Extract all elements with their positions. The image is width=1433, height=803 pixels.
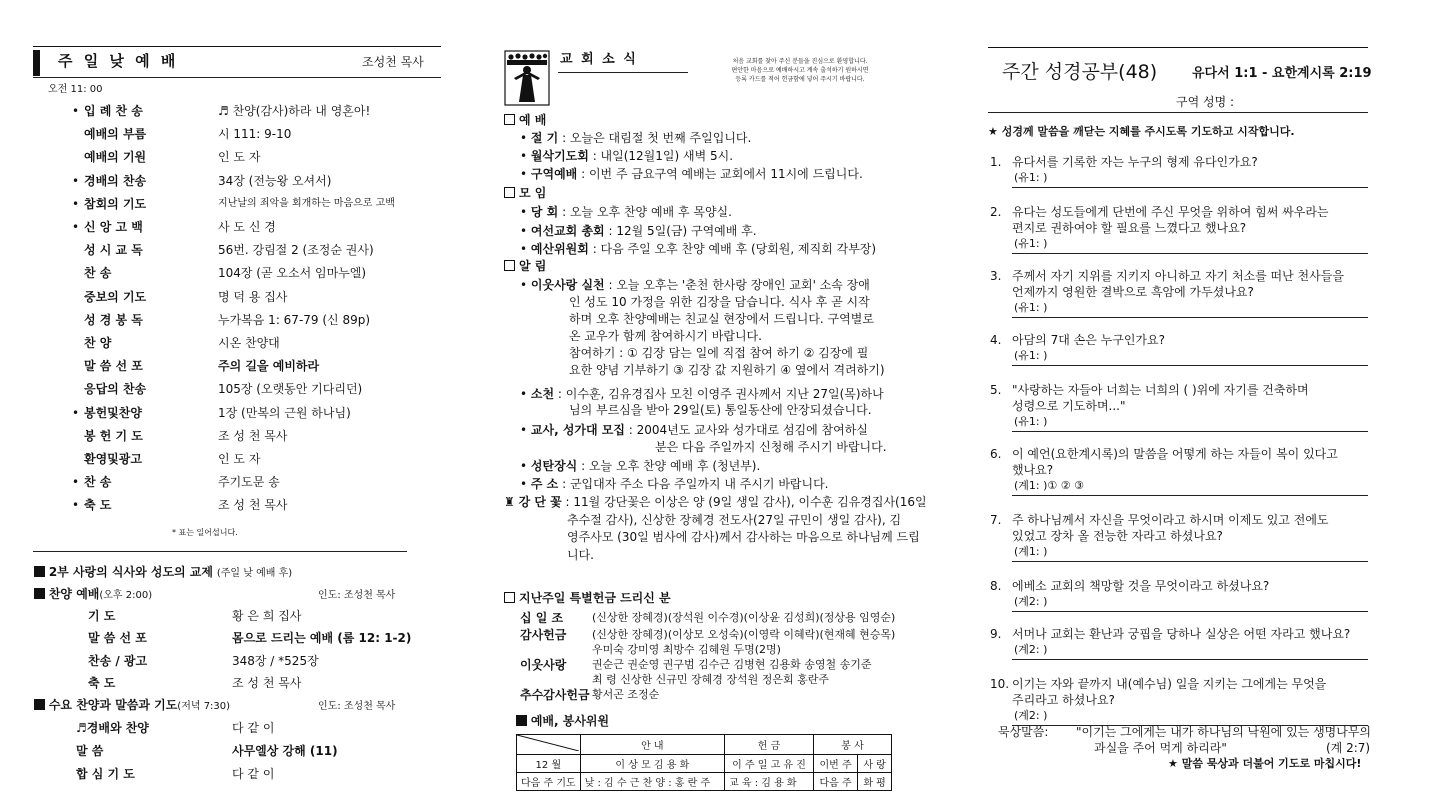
wednesday-heading: 수요 찬양과 말씀과 기도(저녁 7:30) [34, 698, 230, 714]
order-item-value: 조 성 천 목사 [218, 498, 288, 513]
altar-flowers-line: 영주사모 (30일 범사에 감사)께서 감사하는 마음으로 하나님께 드립 [567, 530, 920, 544]
notice-recruit-line: 분은 다음 주일까지 신청해 주시기 바랍니다. [655, 440, 887, 454]
cell-week: 이번 주 [813, 755, 857, 773]
praise-leader: 인도: 조성천 목사 [318, 590, 396, 601]
notice-christmas: • 성탄장식 : 오늘 오후 찬양 예배 후 (청년부). [520, 459, 761, 473]
order-item-value: 지난날의 죄악을 회개하는 마음으로 고백 [218, 197, 395, 209]
col-service: 봉 사 [813, 735, 891, 755]
order-item-value: 56번. 강림절 2 (조정순 권사) [218, 243, 374, 258]
service-title: 주 일 낮 예 배 [58, 52, 179, 70]
order-item-value: 주기도문 송 [218, 475, 280, 490]
altar-flowers-line: 추수절 감사), 신상한 장혜경 전도사(27일 규민이 생일 감사), 김 [567, 512, 902, 527]
flower-icon: ♜ [504, 495, 515, 509]
cell-guide: 낮 : 김 수 근 찬 양 : 홍 란 주 [580, 773, 724, 791]
standing-note: * 표는 일어섭니다. [172, 528, 238, 537]
checkbox-icon [504, 187, 515, 198]
notice-address: • 주 소 : 군입대자 주소 다음 주일까지 내 주시기 바랍니다. [520, 477, 829, 491]
cell-service: 사 랑 [858, 755, 892, 773]
service-time: 오전 11: 00 [48, 84, 103, 95]
question-number: 1. [990, 155, 1002, 169]
question-number: 8. [990, 579, 1002, 593]
answer-reference: (계2: ) [1014, 595, 1048, 608]
welcome-note: 처음 교회를 찾아 주신 분들을 진심으로 환영합니다. 편안한 마음으로 예배하시고 계속 출석하기 원하시면 등록 카드를 적어 헌금함에 넣어 주시기 바랍니다. [731, 58, 869, 83]
praise-item-name: 말 씀 선 포 [88, 631, 147, 646]
section-meeting: 모 임 [504, 186, 546, 200]
diagonal-line-icon [517, 735, 579, 751]
col-offering: 헌 금 [725, 735, 814, 755]
choir-logo-icon [504, 50, 550, 106]
group-name-label: 구역 성명 : [1176, 95, 1235, 109]
order-item-name: 환영및광고 [84, 452, 142, 466]
memory-verse-line: "이기는 그에게는 내가 하나님의 낙원에 있는 생명나무의 [1076, 725, 1372, 739]
question-text: 에베소 교회의 책망할 것을 무엇이라고 하셨나요? [1012, 579, 1270, 593]
question-number: 4. [990, 333, 1002, 347]
praise-item-value: 조 성 천 목사 [232, 675, 302, 690]
question-text: 있었고 장차 올 전능한 자라고 하셨나요? [1012, 529, 1223, 543]
order-item-value: 명 덕 용 집사 [218, 289, 288, 304]
notice-passing-line: 님의 부르심을 받아 29일(토) 통일동산에 안장되셨습니다. [569, 403, 872, 417]
meeting-notice: • 예산위원회 : 다음 주일 오후 찬양 예배 후 (당회원, 제직회 각부장) [520, 242, 877, 256]
worship-notice: • 월삭기도회 : 내일(12월1일) 새벽 5시. [520, 149, 734, 163]
closing-line: ★ 말씀 묵상과 더불어 기도로 마칩시다! [1168, 757, 1362, 770]
order-item-name: 성 시 교 독 [84, 243, 143, 258]
col-guide: 안 내 [580, 735, 724, 755]
notice-neighbor-love-line: 참여하기 : ① 김장 담는 일에 직접 참여 하기 ② 김장에 필 [569, 346, 869, 360]
offering-names: (신상한 장혜경)(이상모 오성숙)(이영락 이혜락)(현재혜 현승목) [592, 628, 896, 641]
row-label: 다음 주 기도 [517, 773, 581, 791]
order-item-value: 인 도 자 [218, 452, 261, 466]
question-text: 성령으로 기도하며..." [1012, 399, 1126, 413]
square-bullet-icon [34, 566, 45, 577]
notice-passing: • 소천 : 이수훈, 김유경집사 모친 이영주 권사께서 지난 27일(목)하나 [520, 387, 884, 401]
praise-item-name: 축 도 [88, 675, 116, 690]
order-item-name: 신 앙 고 백 [84, 220, 143, 234]
meeting-notice: • 여선교회 총회 : 12월 5일(금) 구역예배 후. [520, 223, 757, 238]
praise-item-value: 몸으로 드리는 예배 (롬 12: 1-2) [232, 631, 412, 646]
cell-offering: 이 주 일 고 유 진 [725, 755, 814, 773]
study-intro: ★ 성경께 말씀을 깨닫는 지혜를 주시도록 기도하고 시작합니다. [988, 125, 1295, 138]
question-text: 이기는 자와 끝까지 내(예수님) 일을 지키는 그에게는 무엇을 [1012, 677, 1327, 691]
table-corner [517, 735, 581, 755]
question-text: 주리라고 하셨나요? [1012, 693, 1115, 707]
wednesday-item-value: 다 같 이 [232, 767, 275, 781]
order-item-value: 조 성 천 목사 [218, 428, 288, 443]
order-item-value: 1장 (만복의 근원 하나님) [218, 405, 351, 420]
worship-notice: • 구역예배 : 이번 주 금요구역 예배는 교회에서 11시에 드립니다. [520, 167, 863, 181]
answer-reference: (유1: ) [1014, 349, 1048, 362]
staff-table [516, 734, 892, 791]
study-title: 주간 성경공부(48) [1002, 61, 1158, 83]
wednesday-leader: 인도: 조성천 목사 [318, 701, 396, 712]
order-item-value: 시온 찬양대 [218, 336, 280, 350]
study-range: 유다서 1:1 - 요한계시록 2:19 [1192, 66, 1372, 81]
staff-heading: 예배, 봉사위원 [516, 714, 609, 728]
wednesday-item-name: 합 심 기 도 [76, 767, 135, 781]
answer-reference: (계2: ) [1014, 709, 1048, 722]
memory-verse-line: 과실을 주어 먹게 하리라" [1094, 741, 1227, 755]
order-item-name: 말 씀 선 포 [84, 359, 143, 374]
section-notice: 알 림 [504, 259, 546, 273]
order-item-name: 봉헌및찬양 [84, 405, 142, 420]
offering-names: 황서곤 조정순 [592, 688, 660, 701]
order-item-name: 찬 송 [84, 475, 112, 490]
offering-label: 십 일 조 [520, 611, 564, 625]
memory-verse-ref: (계 2:7) [1326, 741, 1371, 755]
praise-item-value: 348장 / *525장 [232, 653, 319, 668]
pastor-name: 조성천 목사 [362, 55, 424, 69]
question-number: 3. [990, 269, 1002, 283]
question-text: 이 예언(요한계시록)의 말씀을 어떻게 하는 자들이 복이 있다고 [1012, 447, 1338, 461]
order-item-name: 축 도 [84, 498, 112, 513]
offering-label: 추수감사헌금 [520, 688, 590, 702]
order-star: • [72, 405, 80, 420]
wednesday-item-value: 사무엘상 강해 (11) [232, 744, 338, 758]
order-item-name: 입 례 찬 송 [84, 104, 143, 118]
order-item-name: 봉 헌 기 도 [84, 428, 143, 443]
order-star: • [72, 196, 80, 211]
question-text: 주께서 자기 지위를 지키지 아니하고 자기 처소를 떠난 천사들을 [1012, 269, 1344, 283]
order-item-value: 34장 (전능왕 오셔서) [218, 173, 332, 188]
wednesday-item-name: ♬경배와 찬양 [76, 721, 149, 735]
order-star: • [72, 475, 80, 490]
order-item-value: 주의 길을 예비하라 [218, 359, 320, 374]
bible-study-panel [960, 0, 1433, 803]
order-item-name: 중보의 기도 [84, 289, 147, 304]
answer-reference: (유1: ) [1014, 301, 1048, 314]
cell-week: 다음 주 [813, 773, 857, 791]
praise-item-name: 찬송 / 광고 [88, 653, 148, 668]
square-bullet-icon [516, 715, 527, 726]
church-news-panel [480, 0, 927, 803]
offering-names: 최 령 신상한 신규민 장혜경 장석원 정은회 홍란주 [592, 673, 829, 686]
answer-reference: (유1: ) [1014, 171, 1048, 184]
praise-item-value: 황 은 희 집사 [232, 609, 302, 623]
news-title: 교 회 소 식 [560, 52, 638, 67]
order-item-value: ♬ 찬양(감사)하라 내 영혼아! [218, 104, 371, 118]
notice-neighbor-love: • 이웃사랑 실천 : 오늘 오후는 '춘천 한사랑 장애인 교회' 소속 장애 [520, 278, 870, 292]
order-item-value: 105장 (오랫동안 기다리던) [218, 382, 363, 397]
offering-names: (신상한 장혜경)(장석원 이수경)(이상윤 김성희)(정상용 임영순) [592, 611, 896, 624]
wednesday-item-name: 말 씀 [76, 744, 104, 758]
order-item-value: 누가복음 1: 67-79 (신 89p) [218, 312, 371, 327]
square-bullet-icon [34, 699, 45, 710]
order-item-name: 찬 송 [84, 266, 112, 281]
order-item-name: 예배의 부름 [84, 127, 147, 142]
question-text: "사랑하는 자들아 너희는 너희의 ( )위에 자기를 건축하며 [1012, 383, 1309, 397]
question-number: 7. [990, 513, 1002, 527]
wednesday-item-value: 다 같 이 [232, 721, 275, 735]
order-star: • [72, 498, 80, 513]
order-item-value: 시 111: 9-10 [218, 127, 292, 142]
question-number: 2. [990, 205, 1002, 219]
order-star: • [72, 173, 80, 188]
order-star: • [72, 220, 80, 234]
order-item-value: 인 도 자 [218, 150, 261, 165]
order-item-value: 104장 (곧 오소서 임마누엘) [218, 266, 367, 281]
offering-heading: 지난주일 특별헌금 드리신 분 [504, 591, 671, 605]
question-number: 5. [990, 383, 1002, 397]
praise-item-name: 기 도 [88, 609, 116, 623]
notice-neighbor-love-line: 요한 양념 기부하기 ③ 김장 값 지원하기 ④ 옆에서 격려하기) [569, 363, 885, 377]
title-marker [33, 50, 40, 76]
notice-neighbor-love-line: 하며 오후 찬양예배는 친교실 현장에서 드립니다. 구역별로 [569, 312, 874, 326]
cell-offering: 교 육 : 김 용 화 [725, 773, 814, 791]
square-bullet-icon [34, 588, 45, 599]
question-number: 10. [990, 677, 1010, 691]
question-text: 주 하나님께서 자신을 무엇이라고 하시며 이제도 있고 전에도 [1012, 513, 1329, 527]
question-text: 아담의 7대 손은 누구인가요? [1012, 333, 1165, 347]
altar-flowers-line: 니다. [567, 547, 594, 562]
order-item-name: 성 경 봉 독 [84, 312, 143, 327]
meeting-notice: • 당 회 : 오늘 오후 찬양 예배 후 목양실. [520, 205, 732, 219]
worship-notice: • 절 기 : 오늘은 대림절 첫 번째 주일입니다. [520, 131, 752, 145]
checkbox-icon [504, 114, 515, 125]
notice-neighbor-love-line: 온 교우가 함께 참여하시기 바랍니다. [569, 329, 762, 343]
answer-reference: (계1: )① ② ③ [1014, 479, 1084, 492]
question-text: 편지로 권하여야 할 필요를 느꼈다고 했나요? [1012, 221, 1247, 235]
answer-reference: (계1: ) [1014, 545, 1048, 558]
order-item-name: 예배의 기원 [84, 150, 147, 165]
checkbox-icon [504, 592, 515, 603]
notice-recruit: • 교사, 성가대 모집 : 2004년도 교사와 성가대로 섬김에 참여하실 [520, 423, 868, 437]
order-item-name: 참회의 기도 [84, 196, 147, 211]
altar-flowers: ♜ 강 단 꽃 : 11월 강단꽃은 이상은 양 (9일 생일 감사), 이수훈 김유경집사(16일 [504, 495, 927, 509]
question-text: 서머나 교회는 환난과 궁핍을 당하나 실상은 어떤 자라고 했나요? [1012, 627, 1351, 641]
checkbox-icon [504, 260, 515, 271]
notice-neighbor-love-line: 인 성도 10 가정을 위한 김장을 담습니다. 식사 후 곧 시작 [569, 295, 870, 309]
question-number: 9. [990, 627, 1002, 641]
praise-service-heading: 찬양 예배(오후 2:00) [34, 587, 152, 603]
question-text: 했나요? [1012, 463, 1054, 477]
offering-label: 이웃사랑 [520, 658, 567, 672]
question-number: 6. [990, 447, 1002, 461]
answer-reference: (유1: ) [1014, 237, 1048, 250]
question-text: 유다는 성도들에게 단번에 주신 무엇을 위하여 힘써 싸우라는 [1012, 205, 1329, 219]
question-text: 언제까지 영원한 결박으로 흑암에 가두셨나요? [1012, 285, 1254, 299]
order-item-name: 찬 양 [84, 336, 112, 350]
order-star: • [72, 104, 80, 118]
row-label: 12 월 [517, 755, 581, 773]
order-item-name: 응답의 찬송 [84, 382, 147, 397]
offering-label: 감사헌금 [520, 628, 567, 642]
worship-order-panel [0, 0, 460, 803]
answer-reference: (유1: ) [1014, 415, 1048, 428]
section-worship: 예 배 [504, 113, 546, 127]
order-item-name: 경배의 찬송 [84, 173, 147, 188]
question-text: 유다서를 기록한 자는 누구의 형제 유다인가요? [1012, 155, 1258, 169]
offering-names: 권순근 권순영 권구범 김수근 김병현 김용화 송영철 송기준 [592, 658, 872, 671]
part2-heading: 2부 사랑의 식사와 성도의 교제 (주일 낮 예배 후) [34, 565, 292, 581]
offering-names: 우미숙 강미영 최방수 김혜원 두명(2명) [592, 643, 781, 656]
cell-service: 화 평 [858, 773, 892, 791]
memory-verse-label: 묵상말씀: [998, 725, 1049, 739]
order-item-value: 사 도 신 경 [218, 220, 276, 234]
cell-guide: 이 상 모 김 용 화 [580, 755, 724, 773]
answer-reference: (계2: ) [1014, 643, 1048, 656]
